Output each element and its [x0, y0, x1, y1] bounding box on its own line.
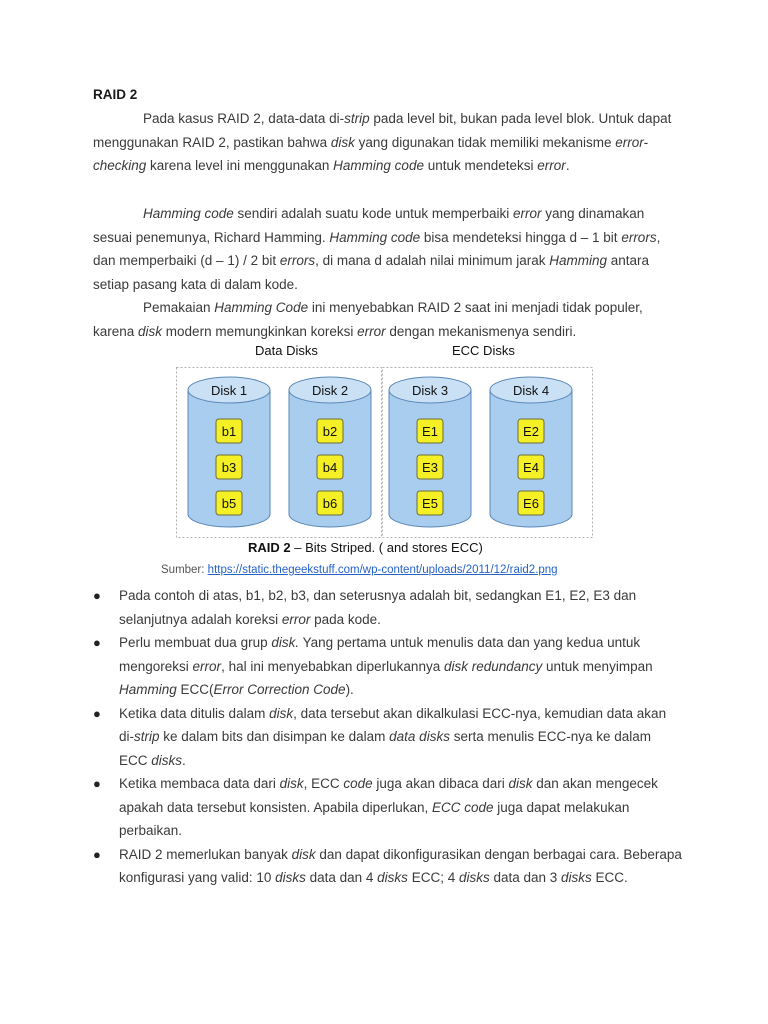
- paragraph-2: [93, 202, 673, 296]
- paragraph-3: [93, 296, 673, 343]
- text-run: yang digunakan tidak memiliki mekanisme: [354, 134, 616, 150]
- text-run: untuk menyimpan: [542, 658, 653, 674]
- text-run: .: [565, 158, 570, 173]
- text-run: bisa mendeteksi hingga d – 1 bit: [420, 229, 622, 245]
- text-run: Pada kasus RAID 2, data-data di-: [143, 111, 345, 126]
- italic-run: Hamming code: [333, 158, 424, 173]
- bullet-dot: ●: [93, 846, 101, 862]
- bullet-item: [93, 584, 683, 631]
- disk-name-label: Disk 4: [512, 383, 550, 398]
- italic-run: Hamming: [549, 253, 607, 268]
- text-run: , ECC: [303, 776, 344, 791]
- bullet-item: [93, 702, 683, 773]
- italic-run: disk: [291, 846, 316, 862]
- disk-cylinder: [389, 377, 471, 527]
- raid2-diagram: [176, 363, 594, 563]
- bullet-text: [119, 776, 658, 838]
- italic-run: disk.: [271, 635, 300, 650]
- bullet-text: [119, 635, 653, 697]
- disk-cylinder: [490, 377, 572, 527]
- text-run: , di mana d adalah nilai minimum jarak: [315, 253, 550, 268]
- text-run: juga akan dibaca dari: [372, 776, 509, 791]
- italic-run: disk: [138, 323, 163, 339]
- caption-text: – Bits Striped. ( and stores ECC): [290, 540, 483, 555]
- italic-run: errors: [279, 253, 316, 268]
- disk-name-label: Disk 2: [311, 383, 349, 398]
- italic-run: disks: [458, 870, 490, 885]
- paragraph-1: [93, 107, 673, 178]
- text-run: juga dapat melakukan perbaikan.: [119, 799, 630, 838]
- text-run: modern memungkinkan koreksi: [162, 323, 358, 339]
- italic-run: disks: [275, 870, 306, 885]
- data-disks-label: Data Disks: [255, 343, 318, 358]
- paragraph-1-text: [93, 111, 671, 173]
- italic-run: error: [192, 658, 222, 674]
- bit-block-label: E6: [523, 496, 539, 511]
- italic-run: Hamming code: [329, 229, 421, 245]
- text-run: serta menulis ECC-nya ke dalam ECC: [119, 729, 652, 768]
- text-run: RAID 2 memerlukan banyak: [119, 846, 292, 862]
- bit-block-label: b5: [221, 496, 237, 511]
- bullet-text: [119, 588, 636, 627]
- text-run: dan akan mengecek apakah data tersebut konsisten. Apabila diperlukan,: [119, 776, 658, 815]
- text-run: karena level ini menggunakan: [146, 158, 334, 173]
- text-run: ECC.: [591, 870, 628, 885]
- text-run: Ketika data ditulis dalam: [119, 705, 270, 721]
- italic-run: disk: [279, 776, 304, 791]
- bit-block-label: b3: [221, 460, 237, 475]
- text-run: Pada contoh di atas, b1, b2, b3, dan seterusnya adalah bit, sedangkan E1, E2, E3 dan selanjutnya adalah koreksi: [119, 588, 637, 627]
- bullet-item: [93, 772, 683, 843]
- italic-run: disks: [151, 752, 183, 768]
- italic-run: ECC code: [431, 799, 494, 815]
- text-run: Perlu membuat dua grup: [119, 635, 272, 650]
- bullet-text: [119, 847, 682, 886]
- text-run: , hal ini menyebabkan diperlukannya: [221, 658, 444, 674]
- bit-block-label: b1: [221, 424, 237, 439]
- text-run: , dan memperbaiki (d – 1) / 2 bit: [93, 229, 661, 268]
- source-link[interactable]: https://static.thegeekstuff.com/wp-content/uploads/2011/12/raid2.png: [207, 564, 558, 576]
- bit-block-label: E2: [523, 424, 539, 439]
- italic-run: disks: [377, 870, 408, 885]
- bit-block-label: b2: [322, 424, 338, 439]
- caption-title: RAID 2: [248, 540, 291, 555]
- bit-block-label: E1: [422, 424, 438, 439]
- text-run: antara setiap pasang kata di dalam kode.: [93, 253, 650, 292]
- bullet-text: [119, 706, 666, 768]
- disk-name-label: Disk 1: [210, 383, 248, 398]
- source-label: Sumber:: [161, 564, 208, 576]
- italic-run: error: [281, 611, 311, 627]
- italic-run: disks: [561, 870, 592, 885]
- text-run: pada kode.: [310, 611, 381, 627]
- text-run: Yang pertama untuk menulis data dan yang kedua untuk mengoreksi: [119, 635, 641, 674]
- italic-run: error: [537, 158, 566, 173]
- text-run: .: [182, 752, 186, 768]
- disk-name-label: Disk 3: [411, 383, 449, 398]
- italic-run: data disks: [389, 729, 450, 744]
- text-run: ECC; 4: [407, 870, 459, 885]
- italic-run: disk redundancy: [443, 658, 543, 674]
- italic-run: error: [512, 206, 542, 221]
- italic-run: disk: [269, 705, 294, 721]
- text-run: ini menyebabkan RAID 2 saat ini menjadi tidak populer, karena: [93, 300, 643, 339]
- bit-block-label: E5: [422, 496, 438, 511]
- disk-cylinders: [188, 377, 572, 527]
- disk-cylinder: [289, 377, 371, 527]
- figure-caption: [248, 540, 483, 555]
- bullet-dot: ●: [93, 588, 101, 603]
- italic-run: code: [343, 776, 373, 791]
- raid2-figure: [176, 343, 594, 565]
- italic-run: error-checking: [93, 134, 649, 173]
- bullet-item: [93, 843, 683, 890]
- italic-run: error: [357, 323, 386, 339]
- text-run: data dan 3: [489, 870, 562, 885]
- text-run: , data tersebut akan dikalkulasi ECC-nya, kemudian data akan di-: [119, 705, 667, 744]
- italic-run: Hamming code: [143, 206, 234, 221]
- bullet-dot: ●: [93, 776, 101, 791]
- bullet-item: [93, 631, 683, 702]
- text-run: Ketika membaca data dari: [119, 776, 280, 791]
- text-run: dan dapat dikonfigurasikan dengan berbagai cara. Beberapa konfigurasi yang valid: 10: [119, 846, 682, 885]
- bit-block-label: b6: [322, 496, 338, 511]
- text-run: dengan mekanismenya sendiri.: [385, 323, 577, 339]
- bit-block-label: E4: [523, 460, 539, 475]
- text-run: data dan 4: [305, 870, 378, 885]
- text-run: ke dalam bits dan disimpan ke dalam: [159, 729, 390, 744]
- image-source: [161, 564, 558, 576]
- bullet-dot: ●: [93, 635, 101, 650]
- text-run: Pemakaian: [143, 300, 215, 315]
- italic-run: disk: [508, 776, 533, 791]
- italic-run: Error Correction Code: [213, 682, 346, 697]
- text-run: yang dinamakan sesuai penemunya, Richard Hamming.: [93, 206, 645, 245]
- text-run: ECC(: [176, 682, 214, 697]
- italic-run: strip: [344, 111, 370, 126]
- italic-run: Hamming Code: [214, 300, 309, 315]
- ecc-disks-label: ECC Disks: [452, 343, 515, 358]
- italic-run: errors: [621, 229, 657, 245]
- bullet-dot: ●: [93, 705, 101, 721]
- section-heading: RAID 2: [93, 87, 138, 102]
- italic-run: strip: [134, 729, 160, 744]
- italic-run: Hamming: [119, 682, 177, 697]
- text-run: untuk mendeteksi: [423, 158, 538, 173]
- text-run: ).: [345, 682, 354, 697]
- disk-cylinder: [188, 377, 270, 527]
- bullet-list: [93, 584, 683, 890]
- paragraph-3-text: [93, 300, 643, 339]
- bit-block-label: E3: [422, 460, 438, 475]
- text-run: sendiri adalah suatu kode untuk memperbaiki: [233, 206, 513, 221]
- text-run: pada level bit, bukan pada level blok. Untuk dapat menggunakan RAID 2, pastikan bahwa: [93, 111, 672, 150]
- italic-run: disk: [330, 134, 355, 150]
- paragraph-2-text: [93, 206, 660, 292]
- bit-block-label: b4: [322, 460, 338, 475]
